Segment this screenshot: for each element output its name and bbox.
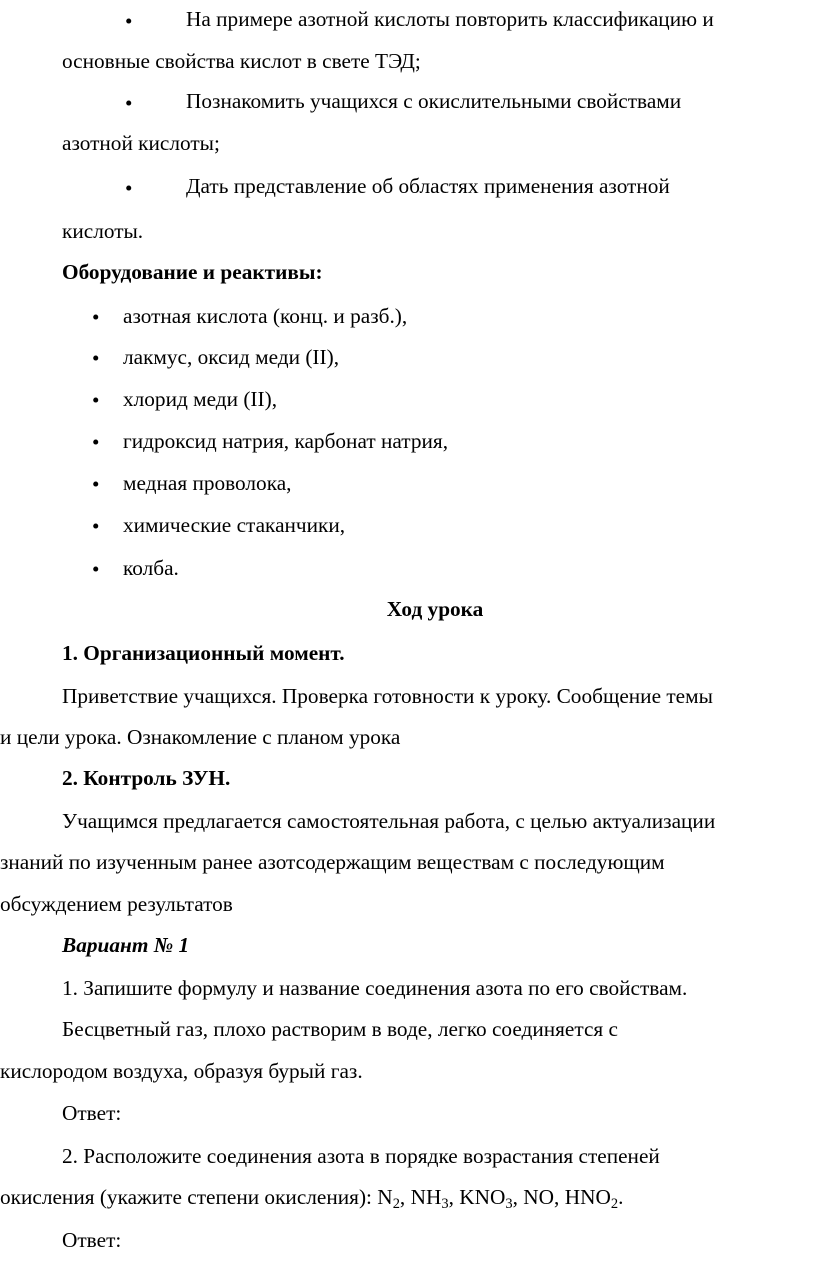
question-2-prefix: окисления (укажите степени окисления):	[0, 1185, 378, 1209]
goal-2-line-2: азотной кислоты;	[62, 131, 220, 155]
bullet-icon: •	[92, 514, 100, 538]
section-2-text-line-3: обсуждением результатов	[0, 892, 233, 916]
equipment-item: азотная кислота (конц. и разб.),	[123, 304, 408, 328]
equipment-item: колба.	[123, 556, 179, 580]
section-1-text-line-1: Приветствие учащихся. Проверка готовности к уроку. Сообщение темы	[62, 684, 713, 708]
question-2-text: 2. Расположите соединения азота в порядке возрастания степеней	[62, 1144, 660, 1168]
goal-3-line-2: кислоты.	[62, 219, 144, 243]
question-2-line-2	[0, 1185, 624, 1213]
bullet-icon: •	[125, 176, 133, 200]
equipment-item: медная проволока,	[123, 471, 292, 495]
goal-3-line-1: Дать представление об областях применения азотной	[186, 174, 670, 198]
bullet-icon: •	[92, 472, 100, 496]
bullet-icon: •	[92, 305, 100, 329]
section-2-text-line-2: знаний по изученным ранее азотсодержащим веществам с последующим	[0, 850, 665, 874]
question-1-text: 1. Запишите формулу и название соединения азота по его свойствам.	[62, 976, 688, 1000]
goal-1-line-1: На примере азотной кислоты повторить классификацию и	[186, 7, 714, 31]
section-2-heading: 2. Контроль ЗУН.	[62, 766, 231, 790]
variant-title: Вариант № 1	[62, 933, 190, 957]
formula-no: NO,	[523, 1185, 565, 1209]
section-1-text-line-2: и цели урока. Ознакомление с планом урока	[0, 725, 401, 749]
section-2-text-line-1: Учащимся предлагается самостоятельная работа, с целью актуализации	[62, 809, 716, 833]
formula-n2: $N_2$,	[377, 1185, 411, 1213]
formula-nh3: $NH_3$,	[410, 1185, 460, 1213]
bullet-icon: •	[92, 346, 100, 370]
goal-2-line-1: Познакомить учащихся с окислительными свойствами	[186, 89, 682, 113]
equipment-item: химические стаканчики,	[123, 513, 346, 537]
question-1-answer-label: Ответ:	[62, 1101, 122, 1125]
question-1-desc-line-2: кислородом воздуха, образуя бурый газ.	[0, 1059, 363, 1083]
bullet-icon: •	[92, 557, 100, 581]
bullet-icon: •	[92, 388, 100, 412]
bullet-icon: •	[125, 9, 133, 33]
bullet-icon: •	[125, 91, 133, 115]
formula-kno3: $KNO_3$,	[459, 1185, 524, 1213]
question-2-answer-label: Ответ:	[62, 1228, 122, 1252]
section-1-heading: 1. Организационный момент.	[62, 641, 345, 665]
equipment-item: хлорид меди (II),	[123, 387, 278, 411]
bullet-icon: •	[92, 430, 100, 454]
equipment-item: гидроксид натрия, карбонат натрия,	[123, 429, 449, 453]
formula-hno2: $HNO_2$.	[564, 1185, 624, 1213]
lesson-title: Ход урока	[386, 597, 484, 621]
question-1-desc-line-1: Бесцветный газ, плохо растворим в воде, легко соединяется с	[62, 1017, 618, 1041]
goal-1-line-2: основные свойства кислот в свете ТЭД;	[62, 49, 421, 73]
equipment-item: лакмус, оксид меди (II),	[123, 345, 340, 369]
equipment-heading: Оборудование и реактивы:	[62, 260, 323, 284]
